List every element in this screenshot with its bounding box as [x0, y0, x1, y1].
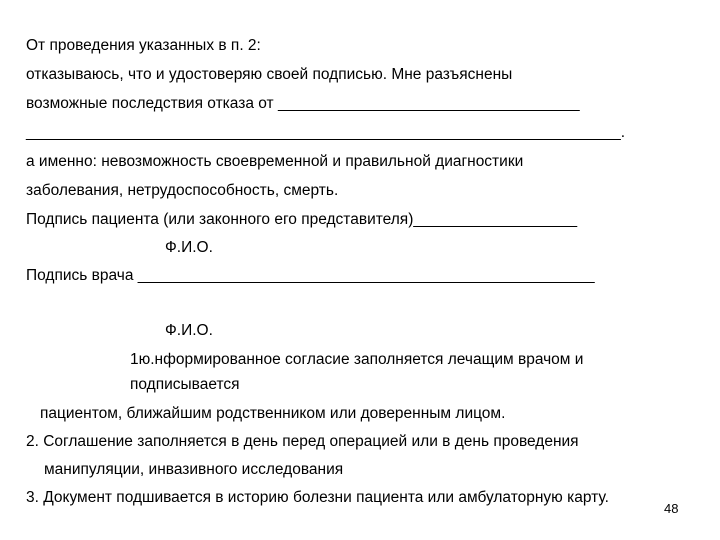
text-line: Ф.И.О.: [165, 239, 213, 256]
text-line: 3. Документ подшивается в историю болезни пациента или амбулаторную карту.: [26, 489, 609, 506]
text-line: Подпись пациента (или законного его представителя)___________________: [26, 211, 578, 228]
text-line: 2. Соглашение заполняется в день перед операцией или в день проведения: [26, 433, 579, 450]
text-line: _____________________________________________________________________.: [26, 124, 626, 141]
text-line: пациентом, ближайшим родственником или доверенным лицом.: [40, 405, 506, 422]
text-line: Подпись врача _____________________________________________________: [26, 267, 595, 284]
text-line: Ф.И.О.: [165, 322, 213, 339]
text-line: отказываюсь, что и удостоверяю своей подписью. Мне разъяснены: [26, 66, 513, 83]
slide-number: 48: [664, 501, 679, 516]
text-line: а именно: невозможность своевременной и правильной диагностики: [26, 153, 524, 170]
text-line: заболевания, нетрудоспособность, смерть.: [26, 182, 339, 199]
text-line: От проведения указанных в п. 2:: [26, 37, 261, 54]
text-line: подписывается: [130, 376, 240, 393]
text-line: манипуляции, инвазивного исследования: [44, 461, 344, 478]
text-line: 1ю.нформированное согласие заполняется лечащим врачом и: [130, 351, 584, 368]
text-line: возможные последствия отказа от ___________________________________: [26, 95, 580, 112]
